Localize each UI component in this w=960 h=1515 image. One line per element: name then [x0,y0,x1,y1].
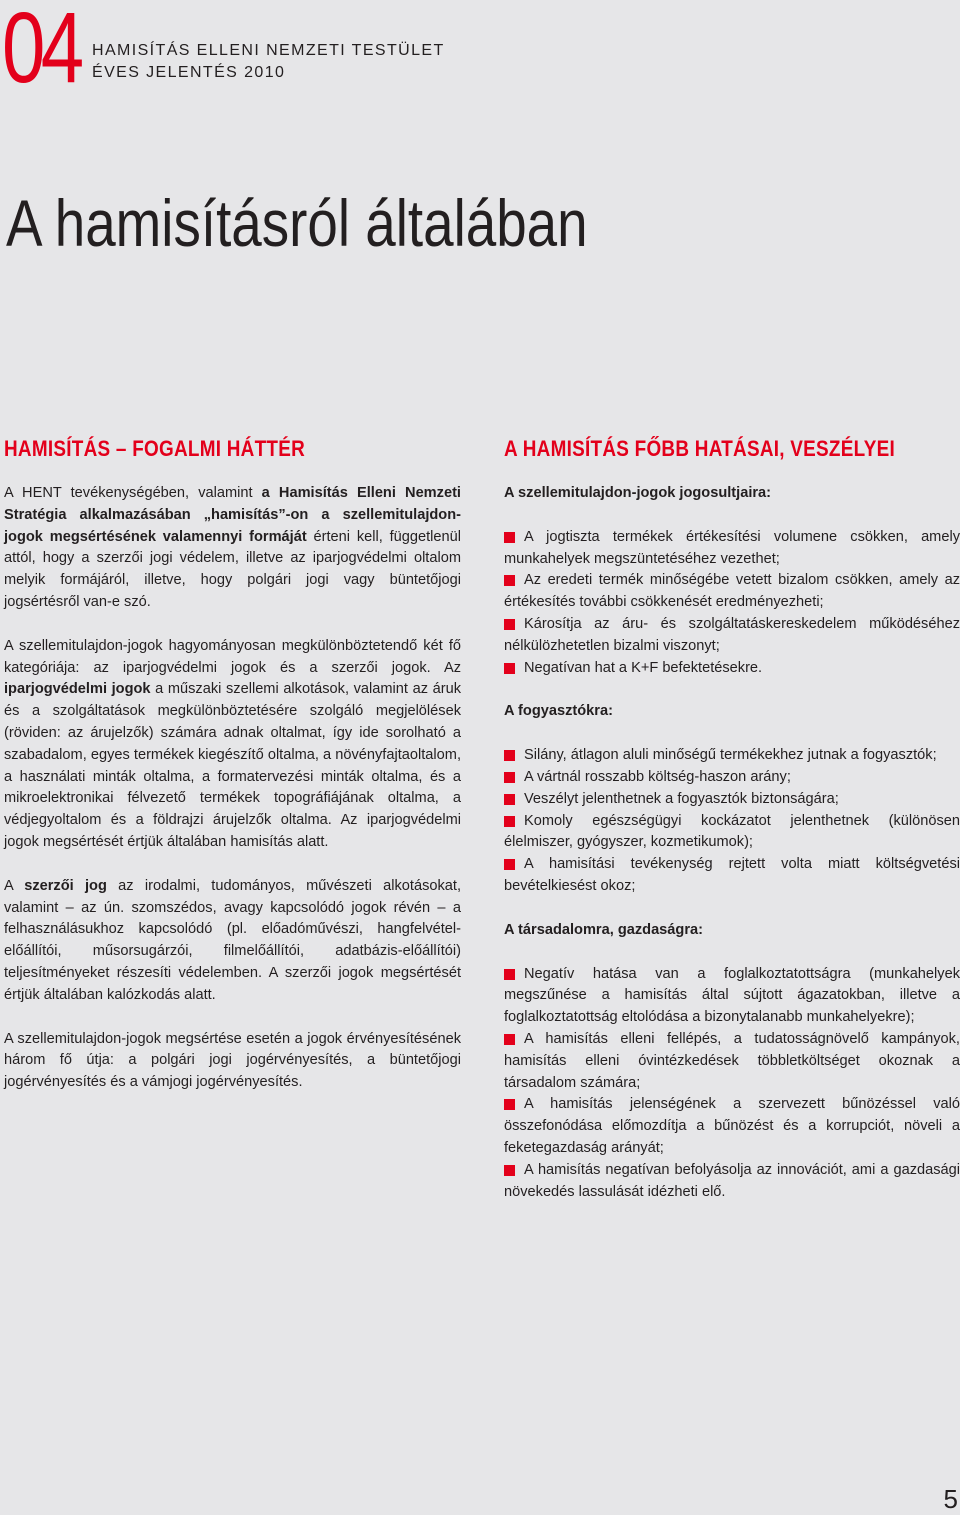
bullet-square-icon [504,1165,515,1176]
group-title-society: A társadalomra, gazdaságra: [504,921,703,938]
paragraph-hent: A HENT tevékenységében, valamint a Hamisítás Elleni Nemzeti Stratégia alkalmazásában „hamisítás”-on a szellemitulajdon-jogok megsértésének valamennyi formáját érteni kell, függetlenül attól, hogy a szerzői jogi védelem, illetve az iparjogvédelmi oltalom melyik formájáról, illetve, hogy polgári jogi vagy büntetőjogi jogsértésről van-e szó. [4,485,461,610]
section-heading-effects: A HAMISÍTÁS FŐBB HATÁSAI, VESZÉLYEI [504,436,895,461]
list-item: Károsítja az áru- és szolgáltatáskereskedelem működéséhez nélkülözhetetlen bizalmi viszonyt; [504,615,960,654]
list-item: A vártnál rosszabb költség-haszon arány; [504,767,960,789]
bullet-square-icon [504,1099,515,1110]
org-name: HAMISÍTÁS ELLENI NEMZETI TESTÜLET [92,42,445,59]
report-header [92,40,445,84]
paragraph-copyright: A szerzői jog az irodalmi, tudományos, művészeti alkotásokat, valamint – az ún. szomszédos, avagy kapcsolódó jogok révén – a felhasználásukhoz kapcsolódó (pl. előadóművészi, hangfelvétel-előállítói, műsorsugárzói, filmelőállítói, adatbázis-előállítói) teljesítményeket részesíti védelemben. A szerzői jogok megsértését értjük általában kalózkodás alatt. [4,877,461,1003]
list-item: Az eredeti termék minőségébe vetett bizalom csökken, amely az értékesítés további csökkenését eredményezheti; [504,572,960,611]
bullet-square-icon [504,794,515,805]
report-year: ÉVES JELENTÉS 2010 [92,64,286,81]
page-number: 5 [943,1484,958,1514]
rightholders-list [504,527,960,680]
bullet-square-icon [504,1034,515,1045]
list-item: Negatív hatása van a foglalkoztatottságra (munkahelyek megszűnése a hamisítás által sújtott ágazatokban, illetve a foglalkoztatottság eltolódása a bizonytalanabb munkahelyekre); [504,965,960,1026]
list-item: A hamisítási tevékenység rejtett volta miatt költségvetési bevételkiesést okoz; [504,856,960,894]
list-item: Silány, átlagon aluli minőségű termékekhez jutnak a fogyasztók; [504,745,960,767]
right-column [504,433,960,1225]
bullet-square-icon [504,619,515,630]
bullet-square-icon [504,750,515,761]
bullet-square-icon [504,575,515,586]
list-item: Veszélyt jelenthetnek a fogyasztók biztonságára; [504,789,960,811]
society-list [504,964,960,1204]
list-item: Komoly egészségügyi kockázatot jelenthetnek (különösen élelmiszer, gyógyszer, kozmetikumok); [504,812,960,851]
bullet-square-icon [504,663,515,674]
section-heading-background: HAMISÍTÁS – FOGALMI HÁTTÉR [4,436,306,461]
bullet-square-icon [504,859,515,870]
list-item: A hamisítás negatívan befolyásolja az innovációt, ami a gazdasági növekedés lassulását idézheti elő. [504,1161,960,1200]
paragraph-ip-categories: A szellemitulajdon-jogok hagyományosan megkülönböztetendő két fő kategóriája: az iparjogvédelmi jogok és a szerzői jogok. Az iparjogvédelmi jogok a műszaki szellemi alkotások, valamint az áruk és a szolgáltatások megkülönböztetésére szolgáló megjelölések (röviden: az árujelzők) számára adnak oltalmat, így ide sorolható a szabadalom, egyes termékek kiegészítő oltalma, a növényfajtaoltalom, a használati minták oltalma, a formatervezési minták oltalma, és a mikroelektronikai félvezető termékek topográfiájának oltalma, a védjegyoltalom és a földrajzi árujelzők oltalma. Az iparjogvédelmi jogok megsértését értjük általában hamisítás alatt. [4,637,461,850]
bullet-square-icon [504,816,515,827]
bullet-square-icon [504,969,515,980]
list-item: A jogtiszta termékek értékesítési volumene csökken, amely munkahelyek megszüntetéséhez vezethet; [504,528,960,567]
consumers-list [504,745,960,898]
page-title: A hamisításról általában [6,186,588,260]
group-title-rightholders: A szellemitulajdon-jogok jogosultjaira: [504,485,772,501]
list-item: Negatívan hat a K+F befektetésekre. [504,658,960,680]
list-item: A hamisítás jelenségének a szervezett bűnözéssel való összefonódása előmozdítja a bűnözést és a korrupciót, növeli a feketegazdaság arányát; [504,1096,960,1156]
left-column [4,433,461,1116]
bullet-square-icon [504,772,515,783]
chapter-number: 04 [2,0,80,104]
paragraph-enforcement: A szellemitulajdon-jogok megsértése esetén a jogok érvényesítésének három fő útja: a polgári jogi jogérvényesítés, a büntetőjogi jogérvényesítés és a vámjogi jogérvényesítés. [4,1030,461,1091]
list-item: A hamisítás elleni fellépés, a tudatosságnövelő kampányok, hamisítás elleni óvintézkedések többletköltséget okoznak a társadalom számára; [504,1030,960,1091]
bullet-square-icon [504,532,515,543]
group-title-consumers: A fogyasztókra: [504,703,613,720]
